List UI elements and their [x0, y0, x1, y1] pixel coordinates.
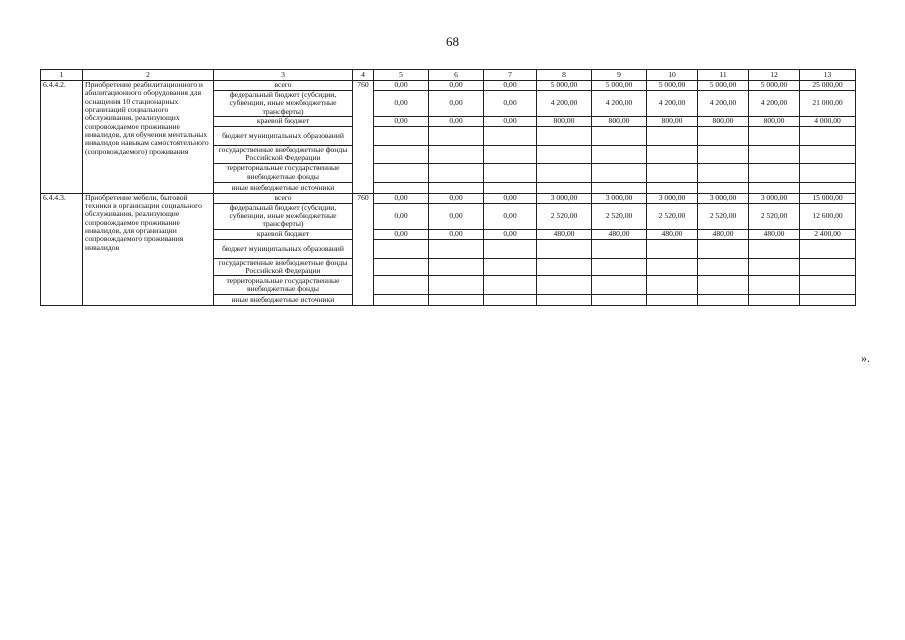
amount-cell: 5 000,00	[749, 81, 800, 91]
amount-cell: 0,00	[374, 203, 429, 229]
amount-cell: 0,00	[429, 91, 484, 117]
amount-cell	[749, 146, 800, 164]
amount-cell: 0,00	[484, 117, 537, 127]
amount-cell: 2 400,00	[800, 229, 856, 239]
amount-cell: 800,00	[698, 117, 749, 127]
amount-cell	[698, 295, 749, 306]
funding-source: государственные внебюджетные фонды Российской Федерации	[214, 258, 353, 276]
amount-cell	[374, 182, 429, 193]
amount-cell	[647, 163, 698, 182]
amount-cell	[698, 127, 749, 146]
amount-cell: 480,00	[647, 229, 698, 239]
amount-cell	[484, 276, 537, 295]
amount-cell	[429, 163, 484, 182]
amount-cell: 3 000,00	[749, 193, 800, 203]
funding-source: иные внебюджетные источники	[214, 182, 353, 193]
amount-cell	[374, 163, 429, 182]
amount-cell	[800, 163, 856, 182]
amount-cell: 2 520,00	[537, 203, 592, 229]
header-cell: 9	[592, 70, 647, 81]
funding-source: всего	[214, 81, 353, 91]
amount-cell	[800, 258, 856, 276]
amount-cell	[484, 146, 537, 164]
header-cell: 4	[353, 70, 374, 81]
amount-cell: 25 000,00	[800, 81, 856, 91]
amount-cell	[429, 258, 484, 276]
funding-source: бюджет муниципальных образований	[214, 127, 353, 146]
funding-source: федеральный бюджет (субсидии, субвенции, иные межбюджетные трансферты)	[214, 91, 353, 117]
amount-cell: 800,00	[592, 117, 647, 127]
amount-cell	[647, 239, 698, 258]
amount-cell	[749, 127, 800, 146]
amount-cell: 3 000,00	[698, 193, 749, 203]
amount-cell: 0,00	[484, 91, 537, 117]
table-row	[41, 81, 856, 91]
amount-cell	[698, 182, 749, 193]
amount-cell: 3 000,00	[592, 193, 647, 203]
amount-cell	[537, 163, 592, 182]
amount-cell: 15 000,00	[800, 193, 856, 203]
amount-cell	[429, 127, 484, 146]
item-name: Приобретение реабилитационного и абилитационного оборудования для оснащения 10 стационарных организаций социального обслуживания, реализующих сопровождаемое проживание инвалидов, для обучения ментальных инвалидов навыкам самостоятельного (сопровождаемого) проживания	[83, 81, 214, 194]
amount-cell	[374, 295, 429, 306]
amount-cell	[592, 258, 647, 276]
amount-cell	[749, 295, 800, 306]
amount-cell	[749, 276, 800, 295]
header-row	[41, 70, 856, 81]
amount-cell	[592, 182, 647, 193]
amount-cell	[374, 276, 429, 295]
header-cell: 13	[800, 70, 856, 81]
amount-cell	[484, 182, 537, 193]
amount-cell	[749, 239, 800, 258]
amount-cell: 800,00	[647, 117, 698, 127]
amount-cell: 4 200,00	[537, 91, 592, 117]
amount-cell	[647, 295, 698, 306]
header-cell: 2	[83, 70, 214, 81]
amount-cell	[698, 163, 749, 182]
amount-cell	[537, 295, 592, 306]
amount-cell	[592, 295, 647, 306]
amount-cell: 0,00	[429, 193, 484, 203]
amount-cell: 0,00	[429, 229, 484, 239]
funding-source: государственные внебюджетные фонды Российской Федерации	[214, 146, 353, 164]
amount-cell	[800, 146, 856, 164]
funding-source: территориальные государственные внебюджетные фонды	[214, 163, 353, 182]
amount-cell: 5 000,00	[698, 81, 749, 91]
amount-cell: 0,00	[374, 229, 429, 239]
amount-cell	[647, 182, 698, 193]
table-row	[41, 193, 856, 203]
amount-cell: 4 200,00	[592, 91, 647, 117]
amount-cell	[374, 258, 429, 276]
page-number: 68	[446, 34, 459, 49]
amount-cell: 0,00	[484, 203, 537, 229]
amount-cell	[800, 127, 856, 146]
item-name: Приобретение мебели, бытовой техники в организации социального обслуживания, реализующие сопровождаемое проживание инвалидов, для организации сопровождаемого проживания инвалидов	[83, 193, 214, 306]
amount-cell: 5 000,00	[647, 81, 698, 91]
amount-cell: 0,00	[484, 81, 537, 91]
amount-cell	[484, 258, 537, 276]
amount-cell	[484, 295, 537, 306]
amount-cell	[592, 239, 647, 258]
amount-cell	[592, 276, 647, 295]
header-cell: 10	[647, 70, 698, 81]
amount-cell	[537, 258, 592, 276]
amount-cell: 5 000,00	[592, 81, 647, 91]
funding-source: бюджет муниципальных образований	[214, 239, 353, 258]
amount-cell	[374, 146, 429, 164]
amount-cell: 0,00	[374, 81, 429, 91]
amount-cell: 4 200,00	[647, 91, 698, 117]
item-code: 6.4.4.3.	[41, 193, 83, 306]
amount-cell: 2 520,00	[698, 203, 749, 229]
amount-cell	[484, 163, 537, 182]
amount-cell	[800, 295, 856, 306]
amount-cell	[592, 127, 647, 146]
item-code: 6.4.4.2.	[41, 81, 83, 194]
amount-cell	[749, 258, 800, 276]
header-cell: 11	[698, 70, 749, 81]
amount-cell	[537, 182, 592, 193]
amount-cell	[429, 239, 484, 258]
header-cell: 1	[41, 70, 83, 81]
amount-cell	[800, 182, 856, 193]
amount-cell	[698, 276, 749, 295]
amount-cell	[537, 276, 592, 295]
amount-cell	[698, 239, 749, 258]
amount-cell: 2 520,00	[592, 203, 647, 229]
funding-source: краевой бюджет	[214, 117, 353, 127]
amount-cell	[537, 146, 592, 164]
amount-cell	[647, 258, 698, 276]
amount-cell	[374, 127, 429, 146]
amount-cell: 3 000,00	[537, 193, 592, 203]
funding-source: всего	[214, 193, 353, 203]
header-cell: 3	[214, 70, 353, 81]
amount-cell: 4 000,00	[800, 117, 856, 127]
header-cell: 6	[429, 70, 484, 81]
funding-source: краевой бюджет	[214, 229, 353, 239]
amount-cell: 3 000,00	[647, 193, 698, 203]
amount-cell	[484, 127, 537, 146]
amount-cell: 480,00	[592, 229, 647, 239]
amount-cell	[429, 146, 484, 164]
amount-cell	[484, 239, 537, 258]
amount-cell: 800,00	[749, 117, 800, 127]
amount-cell	[429, 182, 484, 193]
column-4-value: 760	[353, 81, 374, 194]
amount-cell: 0,00	[429, 203, 484, 229]
amount-cell: 4 200,00	[749, 91, 800, 117]
amount-cell	[749, 163, 800, 182]
amount-cell	[374, 239, 429, 258]
funding-source: иные внебюджетные источники	[214, 295, 353, 306]
amount-cell: 2 520,00	[647, 203, 698, 229]
amount-cell	[537, 239, 592, 258]
amount-cell	[592, 163, 647, 182]
amount-cell: 480,00	[698, 229, 749, 239]
funding-source: территориальные государственные внебюджетные фонды	[214, 276, 353, 295]
funding-source: федеральный бюджет (субсидии, субвенции, иные межбюджетные трансферты)	[214, 203, 353, 229]
amount-cell	[429, 295, 484, 306]
amount-cell	[647, 127, 698, 146]
amount-cell	[647, 276, 698, 295]
amount-cell	[800, 276, 856, 295]
amount-cell: 0,00	[374, 193, 429, 203]
amount-cell: 0,00	[429, 81, 484, 91]
amount-cell: 480,00	[749, 229, 800, 239]
amount-cell: 480,00	[537, 229, 592, 239]
header-cell: 8	[537, 70, 592, 81]
amount-cell	[800, 239, 856, 258]
amount-cell: 12 600,00	[800, 203, 856, 229]
amount-cell	[429, 276, 484, 295]
amount-cell	[749, 182, 800, 193]
amount-cell	[698, 146, 749, 164]
amount-cell: 0,00	[374, 117, 429, 127]
amount-cell: 4 200,00	[698, 91, 749, 117]
amount-cell	[647, 146, 698, 164]
funding-table	[40, 69, 856, 306]
amount-cell: 0,00	[484, 229, 537, 239]
amount-cell: 5 000,00	[537, 81, 592, 91]
header-cell: 7	[484, 70, 537, 81]
column-4-value: 760	[353, 193, 374, 306]
amount-cell	[592, 146, 647, 164]
amount-cell: 21 000,00	[800, 91, 856, 117]
amount-cell: 800,00	[537, 117, 592, 127]
amount-cell: 0,00	[429, 117, 484, 127]
amount-cell: 2 520,00	[749, 203, 800, 229]
amount-cell	[698, 258, 749, 276]
header-cell: 12	[749, 70, 800, 81]
amount-cell: 0,00	[374, 91, 429, 117]
header-cell: 5	[374, 70, 429, 81]
closing-quote: ».	[861, 351, 870, 365]
amount-cell: 0,00	[484, 193, 537, 203]
amount-cell	[537, 127, 592, 146]
